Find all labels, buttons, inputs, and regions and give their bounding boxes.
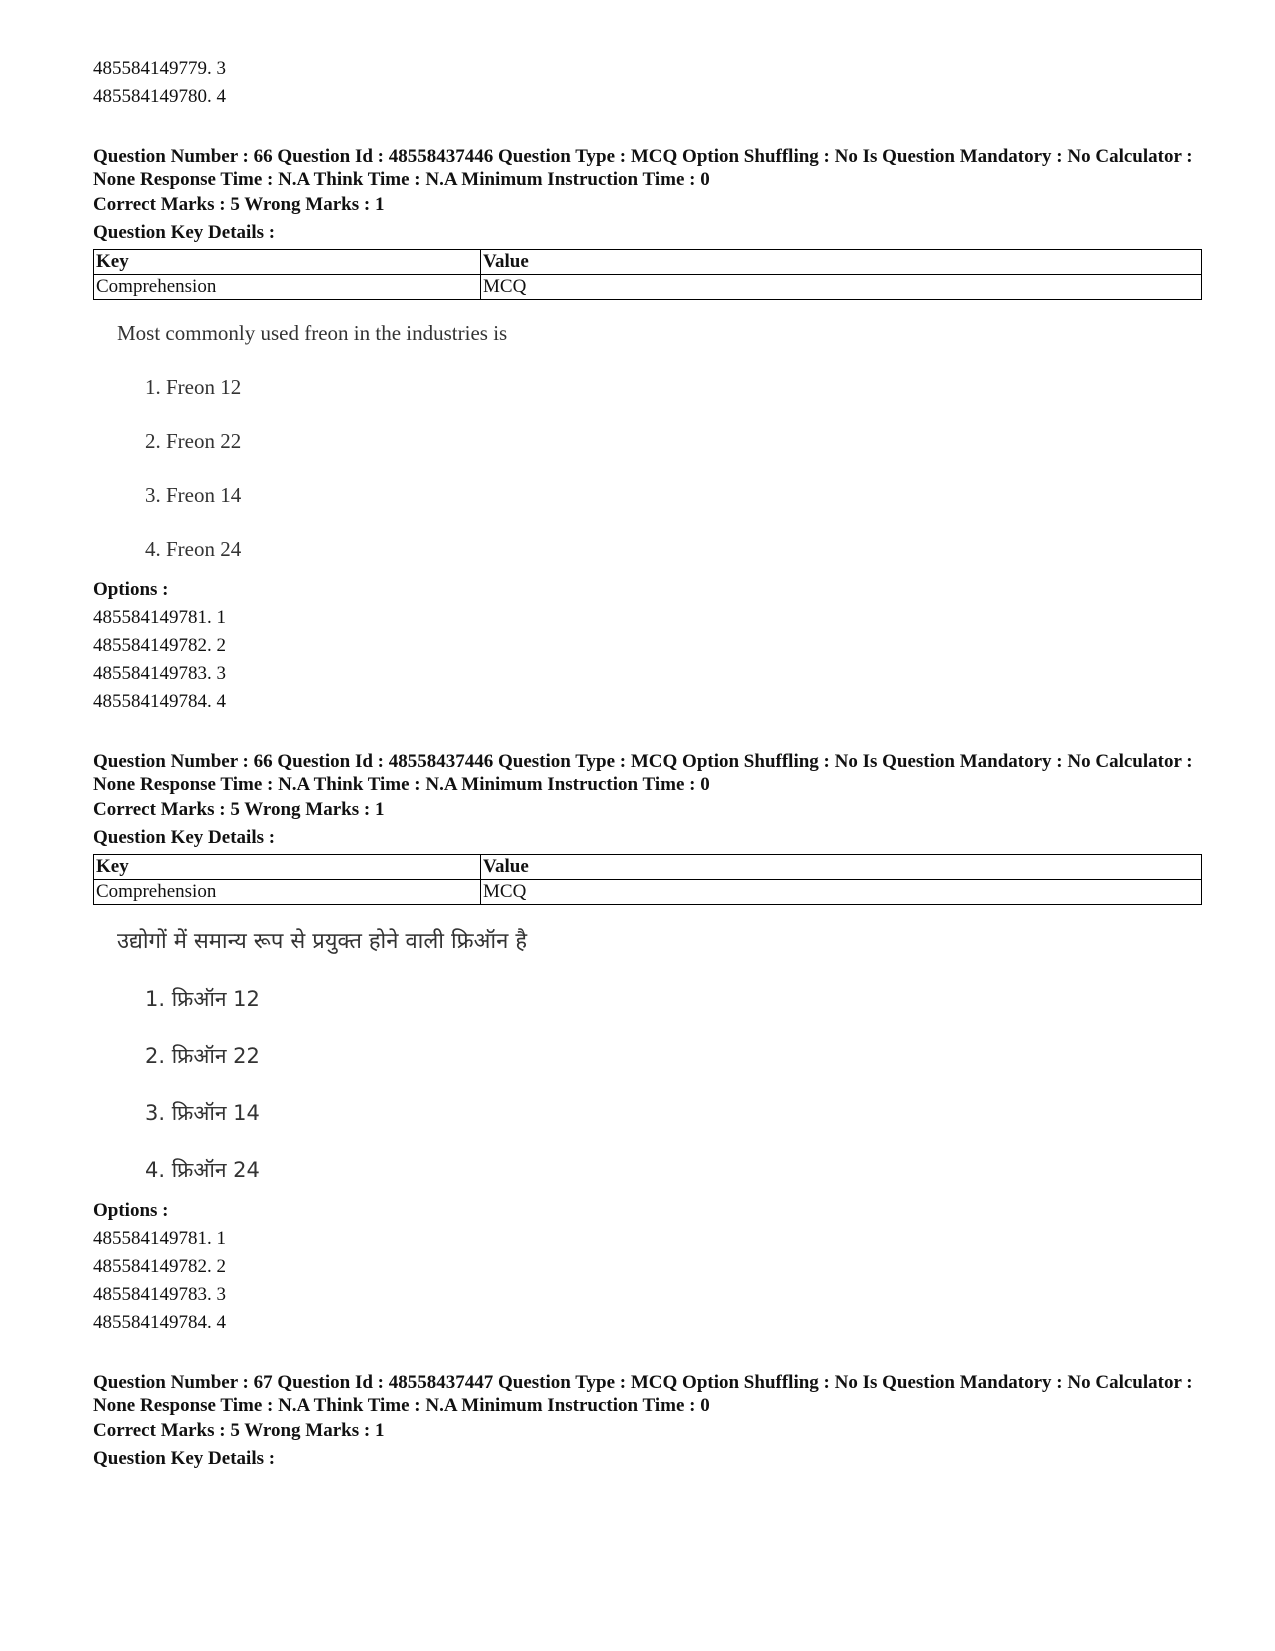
table-header-row (94, 250, 1202, 275)
previous-options-list (93, 55, 1203, 111)
question-choice: 1. फ्रिऑन 12 (145, 987, 260, 1011)
option-line: 485584149779. 3 (93, 58, 226, 79)
question-key-table (93, 854, 1202, 905)
table-row (94, 880, 1202, 905)
question-choice: 2. फ्रिऑन 22 (145, 1044, 260, 1068)
options-label: Options : (93, 579, 169, 600)
question-key-details-label: Question Key Details : (93, 222, 276, 243)
question-header: Question Number : 67 Question Id : 48558437447 Question Type : MCQ Option Shuffling : No Is Question Mandatory : No Calculator : None Response Time : N.A Think Time : N.A Minimum Instruction Time : 0 (93, 1372, 1193, 1416)
question-header: Question Number : 66 Question Id : 48558437446 Question Type : MCQ Option Shuffling : No Is Question Mandatory : No Calculator : None Response Time : N.A Think Time : N.A Minimum Instruction Time : 0 (93, 751, 1193, 795)
question-choice: 1. Freon 12 (145, 375, 242, 399)
table-header-key: Key (94, 855, 481, 880)
question-header: Question Number : 66 Question Id : 48558437446 Question Type : MCQ Option Shuffling : No Is Question Mandatory : No Calculator : None Response Time : N.A Think Time : N.A Minimum Instruction Time : 0 (93, 146, 1193, 190)
option-line: 485584149781. 1 (93, 607, 226, 628)
question-choice: 4. Freon 24 (145, 537, 242, 561)
table-cell-key: Comprehension (94, 880, 481, 905)
table-cell-value: MCQ (481, 275, 1202, 300)
table-header-row (94, 855, 1202, 880)
question-key-details-label: Question Key Details : (93, 827, 276, 848)
option-line: 485584149780. 4 (93, 86, 226, 107)
table-header-key: Key (94, 250, 481, 275)
question-choice: 3. Freon 14 (145, 483, 242, 507)
question-choice: 2. Freon 22 (145, 429, 242, 453)
table-cell-value: MCQ (481, 880, 1202, 905)
question-choice: 4. फ्रिऑन 24 (145, 1158, 260, 1182)
question-marks: Correct Marks : 5 Wrong Marks : 1 (93, 799, 385, 820)
table-row (94, 275, 1202, 300)
table-cell-key: Comprehension (94, 275, 481, 300)
question-stem: Most commonly used freon in the industries is (117, 321, 508, 345)
option-line: 485584149784. 4 (93, 1312, 226, 1333)
option-line: 485584149784. 4 (93, 691, 226, 712)
option-line: 485584149782. 2 (93, 635, 226, 656)
option-line: 485584149783. 3 (93, 1284, 226, 1305)
question-key-table (93, 249, 1202, 300)
question-marks: Correct Marks : 5 Wrong Marks : 1 (93, 194, 385, 215)
question-choice: 3. फ्रिऑन 14 (145, 1101, 260, 1125)
question-marks: Correct Marks : 5 Wrong Marks : 1 (93, 1420, 385, 1441)
question-key-details-label: Question Key Details : (93, 1448, 276, 1469)
question-image (93, 909, 1203, 1185)
question-block (93, 1371, 1203, 1473)
document-page (93, 55, 1203, 1473)
question-block (93, 750, 1203, 1337)
options-label: Options : (93, 1200, 169, 1221)
question-image (93, 304, 1203, 564)
table-header-value: Value (481, 250, 1202, 275)
question-block (93, 145, 1203, 716)
table-header-value: Value (481, 855, 1202, 880)
option-line: 485584149783. 3 (93, 663, 226, 684)
option-line: 485584149781. 1 (93, 1228, 226, 1249)
question-stem: उद्योगों में समान्य रूप से प्रयुक्त होने वाली फ्रिऑन है (117, 929, 528, 954)
option-line: 485584149782. 2 (93, 1256, 226, 1277)
